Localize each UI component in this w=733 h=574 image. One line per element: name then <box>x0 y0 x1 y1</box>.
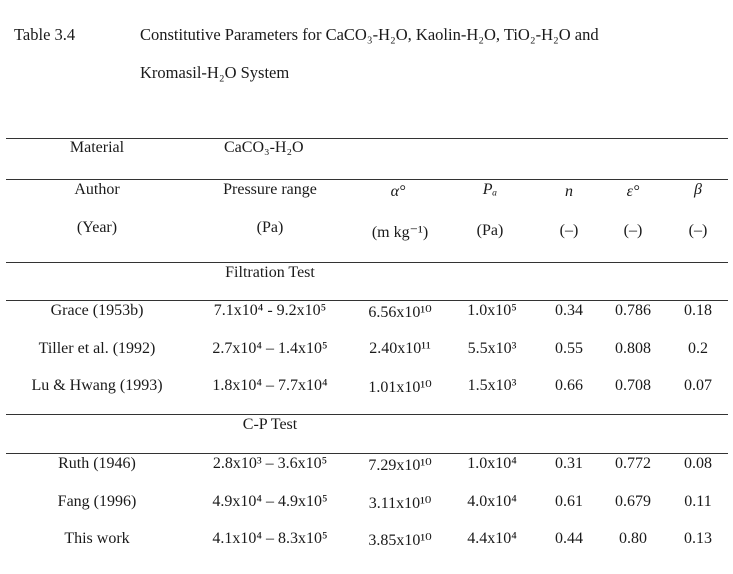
col-unit-eps: (–) <box>623 222 643 239</box>
cell-pa: 4.0x10⁴ <box>467 493 517 510</box>
cell-pressure: 2.7x10⁴ – 1.4x10⁵ <box>212 340 328 357</box>
cell-pa: 1.5x10³ <box>467 377 517 394</box>
cell-alpha: 2.40x10¹¹ <box>369 340 431 357</box>
section-title-filtration: Filtration Test <box>225 264 315 281</box>
section-title-cp: C-P Test <box>242 416 298 433</box>
material-label: Material <box>69 139 125 156</box>
cell-author: Ruth (1946) <box>58 455 136 472</box>
cell-n: 0.34 <box>555 302 583 319</box>
cell-n: 0.61 <box>555 493 583 510</box>
col-header-pa: Pₐ <box>482 181 498 198</box>
cell-n: 0.55 <box>555 340 583 357</box>
cell-pa: 4.4x10⁴ <box>467 530 517 547</box>
cell-beta: 0.13 <box>684 530 712 547</box>
cell-pressure: 1.8x10⁴ – 7.7x10⁴ <box>212 377 328 394</box>
cell-beta: 0.11 <box>684 493 712 510</box>
col-header-eps: ε° <box>626 183 640 200</box>
col-unit-pressure: (Pa) <box>256 219 284 236</box>
cell-alpha: 1.01x10¹⁰ <box>368 379 432 396</box>
col-header-n: n <box>565 183 573 200</box>
cell-alpha: 3.11x10¹⁰ <box>368 495 432 512</box>
cell-eps: 0.808 <box>615 340 651 357</box>
cell-pa: 5.5x10³ <box>467 340 517 357</box>
cell-author: This work <box>64 530 130 547</box>
cell-n: 0.66 <box>555 377 583 394</box>
cp-section-rule <box>6 453 728 454</box>
cell-pa: 1.0x10⁴ <box>467 455 517 472</box>
cell-eps: 0.679 <box>615 493 651 510</box>
material-value: CaCO₃-H₂O <box>224 139 304 156</box>
cell-pressure: 2.8x10³ – 3.6x10⁵ <box>212 455 328 472</box>
col-unit-pa: (Pa) <box>476 222 504 239</box>
cell-eps: 0.80 <box>619 530 647 547</box>
col-unit-beta: (–) <box>688 222 708 239</box>
col-unit-alpha: (m kg⁻¹) <box>371 224 429 241</box>
cell-n: 0.31 <box>555 455 583 472</box>
cell-eps: 0.786 <box>615 302 651 319</box>
col-header-pressure: Pressure range <box>223 181 317 198</box>
table-title-line-1: Constitutive Parameters for CaCO₃-H₂O, Kaolin-H₂O, TiO₂-H₂O and <box>140 25 599 44</box>
material-rule <box>6 179 728 180</box>
table-label: Table 3.4 <box>14 25 76 44</box>
cell-author: Fang (1996) <box>57 493 137 510</box>
cell-beta: 0.07 <box>684 377 712 394</box>
col-header-beta: β <box>694 181 702 198</box>
col-header-alpha: α° <box>390 183 406 200</box>
cell-alpha: 6.56x10¹⁰ <box>368 304 432 321</box>
cell-n: 0.44 <box>555 530 583 547</box>
cell-beta: 0.08 <box>684 455 712 472</box>
col-unit-n: (–) <box>559 222 579 239</box>
cell-pressure: 4.9x10⁴ – 4.9x10⁵ <box>212 493 328 510</box>
cell-alpha: 7.29x10¹⁰ <box>368 457 432 474</box>
cell-eps: 0.772 <box>615 455 651 472</box>
cell-beta: 0.2 <box>688 340 708 357</box>
cp-section-top-rule <box>6 414 728 415</box>
cell-pressure: 7.1x10⁴ - 9.2x10⁵ <box>213 302 327 319</box>
table-title-line-2: Kromasil-H₂O System <box>140 63 290 82</box>
cell-pressure: 4.1x10⁴ – 8.3x10⁵ <box>212 530 328 547</box>
header-bottom-rule <box>6 262 728 263</box>
cell-author: Tiller et al. (1992) <box>38 340 156 357</box>
cell-alpha: 3.85x10¹⁰ <box>368 532 432 549</box>
col-unit-year: (Year) <box>76 219 118 236</box>
cell-author: Grace (1953b) <box>50 302 144 319</box>
cell-pa: 1.0x10⁵ <box>467 302 517 319</box>
col-header-author: Author <box>74 181 120 198</box>
cell-eps: 0.708 <box>615 377 651 394</box>
filtration-section-rule <box>6 300 728 301</box>
cell-beta: 0.18 <box>684 302 712 319</box>
cell-author: Lu & Hwang (1993) <box>31 377 163 394</box>
